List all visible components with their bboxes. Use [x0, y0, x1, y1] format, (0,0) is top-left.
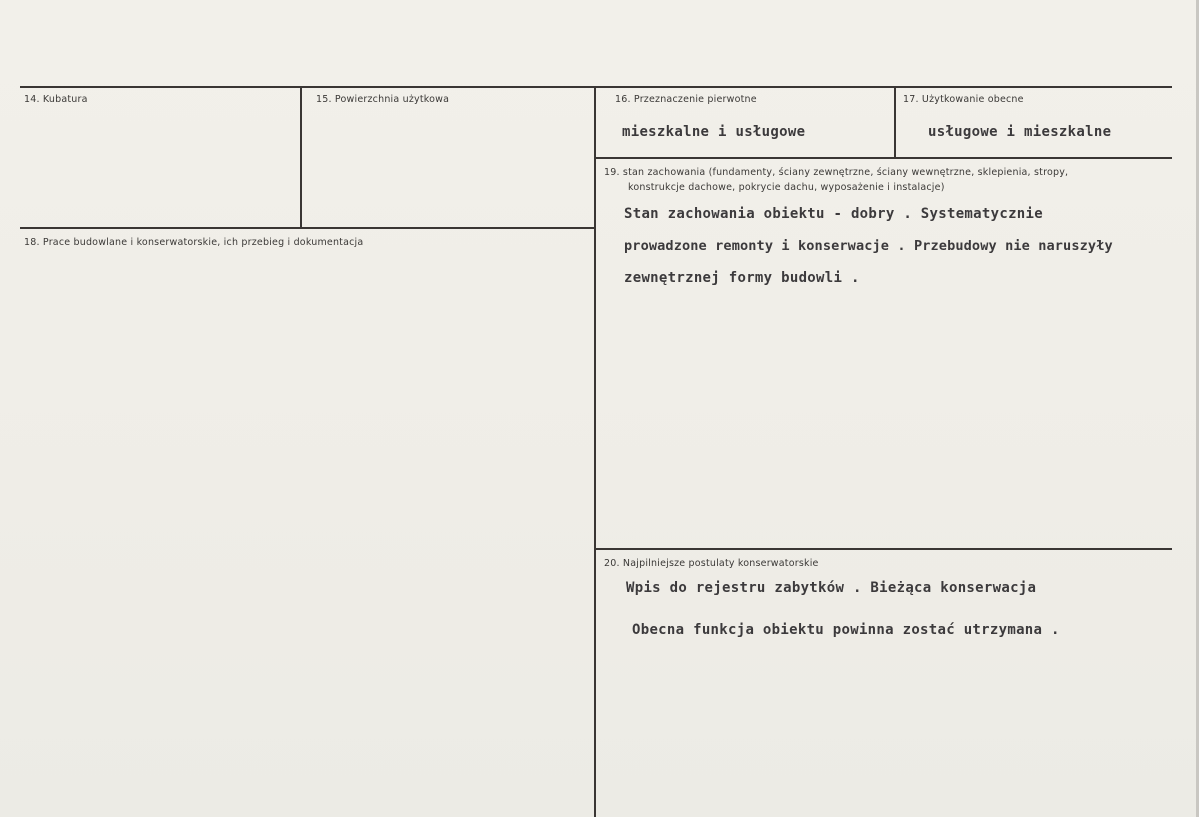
field-19-label-line1: 19. stan zachowania (fundamenty, ściany zewnętrzne, ściany wewnętrzne, sklepienia, stropy,	[604, 167, 1069, 178]
field-16-label: 16. Przeznaczenie pierwotne	[615, 94, 757, 105]
field-20-label: 20. Najpilniejsze postulaty konserwatorskie	[604, 558, 819, 569]
field-15-label: 15. Powierzchnia użytkowa	[316, 94, 450, 105]
field-17-value: usługowe i mieszkalne	[928, 124, 1112, 140]
field-19-text-line3: zewnętrznej formy budowli .	[624, 270, 860, 286]
field-20-text-line2: Obecna funkcja obiektu powinna zostać utrzymana .	[632, 622, 1060, 638]
field-19-label-line2: konstrukcje dachowe, pokrycie dachu, wyposażenie i instalacje)	[628, 182, 945, 193]
divider-16-17	[894, 86, 896, 158]
field-16-value: mieszkalne i usługowe	[622, 124, 806, 140]
top-rule	[20, 86, 1172, 88]
field-20-text-line1: Wpis do rejestru zabytków . Bieżąca konserwacja	[626, 580, 1037, 596]
field-14-label: 14. Kubatura	[24, 94, 88, 105]
field-18-label: 18. Prace budowlane i konserwatorskie, ich przebieg i dokumentacja	[24, 237, 364, 248]
field-19-text-line1: Stan zachowania obiektu - dobry . Systematycznie	[624, 206, 1043, 222]
rule-above-20	[596, 548, 1172, 550]
main-vertical-divider	[594, 86, 596, 817]
rule-below-14-15	[20, 227, 596, 229]
rule-below-16-17	[596, 157, 1172, 159]
field-17-label: 17. Użytkowanie obecne	[903, 94, 1024, 105]
field-19-text-line2: prowadzone remonty i konserwacje . Przebudowy nie naruszyły	[624, 238, 1113, 254]
divider-14-15	[300, 86, 302, 228]
